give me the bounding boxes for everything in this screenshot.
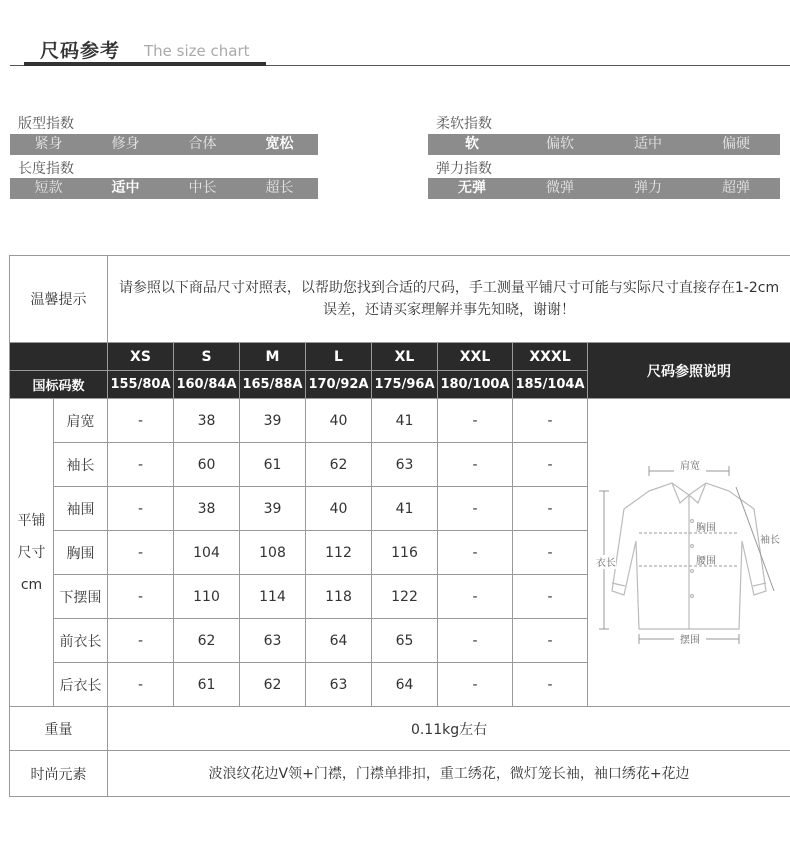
table-cell: -: [108, 443, 174, 487]
table-row: [10, 399, 790, 443]
table-cell: -: [513, 399, 588, 443]
table-cell: 112: [306, 531, 372, 575]
chest-label: 胸围: [696, 522, 717, 534]
table-cell: -: [108, 399, 174, 443]
group-label-line: 尺寸: [17, 544, 46, 561]
table-cell: -: [513, 531, 588, 575]
intl-code-cell: 175/96A: [372, 371, 438, 399]
table-cell: 122: [372, 575, 438, 619]
elasticity-index-label: 弹力指数: [436, 161, 492, 177]
size-header-cell: XXXL: [513, 343, 588, 371]
size-header-cell: XS: [108, 343, 174, 371]
table-cell: 40: [306, 399, 372, 443]
table-cell: 63: [240, 619, 306, 663]
fit-option: 合体: [188, 136, 217, 152]
group-label-line: cm: [20, 576, 43, 593]
table-cell: -: [108, 487, 174, 531]
table-cell: -: [108, 575, 174, 619]
size-header-cell: S: [174, 343, 240, 371]
row-label: 袖长: [54, 443, 108, 487]
elasticity-option: 无弹: [458, 180, 486, 196]
page-title: 尺码参考: [40, 40, 121, 62]
table-cell: -: [438, 399, 513, 443]
flat-size-group-label: [10, 399, 54, 707]
table-cell: -: [513, 663, 588, 707]
shirt-diagram: [594, 451, 784, 651]
table-cell: -: [513, 487, 588, 531]
fit-option: 紧身: [34, 136, 63, 152]
length-option: 超长: [265, 180, 294, 196]
row-label: 后衣长: [54, 663, 108, 707]
shirt-diagram-cell: [588, 399, 790, 707]
fit-option: 修身: [111, 136, 140, 152]
table-cell: 63: [372, 443, 438, 487]
fashion-value: 波浪纹花边V领+门襟，门襟单排扣，重工绣花，微灯笼长袖，袖口绣花+花边: [208, 765, 690, 782]
header: [0, 0, 790, 70]
size-table: [9, 255, 790, 797]
table-cell: 41: [372, 487, 438, 531]
intl-code-cell: 185/104A: [513, 371, 588, 399]
length-option: 短款: [34, 180, 63, 196]
fashion-label: 时尚元素: [10, 751, 108, 797]
row-label: 胸围: [54, 531, 108, 575]
fit-index-bar: [10, 134, 318, 155]
table-cell: -: [108, 619, 174, 663]
row-label: 袖围: [54, 487, 108, 531]
length-option: 适中: [111, 180, 140, 196]
elasticity-option: 弹力: [634, 180, 662, 196]
table-cell: 64: [306, 619, 372, 663]
fit-option: 宽松: [265, 136, 294, 152]
table-cell: 39: [240, 399, 306, 443]
softness-option: 偏硬: [722, 136, 750, 152]
tip-cell: [108, 256, 790, 343]
table-cell: 116: [372, 531, 438, 575]
weight-value: 0.11kg左右: [108, 707, 790, 751]
intl-code-cell: 165/88A: [240, 371, 306, 399]
table-cell: -: [438, 663, 513, 707]
table-cell: 104: [174, 531, 240, 575]
table-cell: 61: [240, 443, 306, 487]
table-cell: -: [438, 443, 513, 487]
softness-option: 适中: [634, 136, 662, 152]
intl-code-label: 国标码数: [10, 371, 108, 399]
table-cell: -: [513, 619, 588, 663]
intl-code-cell: 180/100A: [438, 371, 513, 399]
length-option: 中长: [188, 180, 217, 196]
hem-label: 摆围: [680, 634, 701, 646]
elasticity-index-bar: [428, 178, 780, 199]
table-cell: 62: [240, 663, 306, 707]
length-index-bar: [10, 178, 318, 199]
table-cell: 38: [174, 487, 240, 531]
table-cell: 61: [174, 663, 240, 707]
table-cell: 39: [240, 487, 306, 531]
table-cell: 38: [174, 399, 240, 443]
softness-option: 偏软: [546, 136, 574, 152]
size-header-cell: L: [306, 343, 372, 371]
elasticity-option: 超弹: [722, 180, 750, 196]
table-cell: 65: [372, 619, 438, 663]
table-cell: -: [438, 487, 513, 531]
row-label: 前衣长: [54, 619, 108, 663]
group-label-line: 平铺: [17, 512, 46, 529]
softness-index-bar: [428, 134, 780, 155]
size-header-cell: M: [240, 343, 306, 371]
table-cell: 41: [372, 399, 438, 443]
sleeve-label: 袖长: [760, 534, 781, 546]
table-cell: 108: [240, 531, 306, 575]
weight-label: 重量: [10, 707, 108, 751]
elasticity-option: 微弹: [546, 180, 574, 196]
size-header-cell: XXL: [438, 343, 513, 371]
table-cell: -: [108, 531, 174, 575]
tip-text: 请参照以下商品尺寸对照表，以帮助您找到合适的尺码，手工测量平铺尺寸可能与实际尺寸直接存在1-2cm误差，还请买家理解并事先知晓，谢谢！: [118, 280, 780, 318]
tip-label: 温馨提示: [10, 256, 108, 343]
table-cell: 118: [306, 575, 372, 619]
intl-code-cell: 160/84A: [174, 371, 240, 399]
waist-label: 腰围: [696, 555, 717, 567]
row-label: 肩宽: [54, 399, 108, 443]
table-cell: 114: [240, 575, 306, 619]
row-label: 下摆围: [54, 575, 108, 619]
table-cell: -: [438, 531, 513, 575]
table-cell: -: [438, 619, 513, 663]
table-cell: 64: [372, 663, 438, 707]
intl-code-cell: 155/80A: [108, 371, 174, 399]
table-cell: 62: [306, 443, 372, 487]
fit-index-label: 版型指数: [18, 116, 74, 132]
length-index-label: 长度指数: [18, 161, 74, 177]
size-header-cell: XL: [372, 343, 438, 371]
length-label: 衣长: [596, 557, 617, 569]
table-cell: 60: [174, 443, 240, 487]
table-cell: -: [108, 663, 174, 707]
intl-code-cell: 170/92A: [306, 371, 372, 399]
table-cell: 63: [306, 663, 372, 707]
table-cell: 40: [306, 487, 372, 531]
table-cell: -: [513, 575, 588, 619]
table-cell: 62: [174, 619, 240, 663]
table-cell: -: [438, 575, 513, 619]
size-header-blank: [10, 343, 108, 371]
size-reference-header: 尺码参照说明: [588, 343, 790, 399]
shoulder-label: 肩宽: [680, 460, 701, 472]
page-subtitle: The size chart: [144, 42, 250, 60]
softness-index-label: 柔软指数: [436, 116, 492, 132]
fashion-cell: [108, 751, 790, 797]
header-underline: [24, 62, 266, 66]
softness-option: 软: [465, 136, 479, 152]
table-cell: 110: [174, 575, 240, 619]
table-cell: -: [513, 443, 588, 487]
